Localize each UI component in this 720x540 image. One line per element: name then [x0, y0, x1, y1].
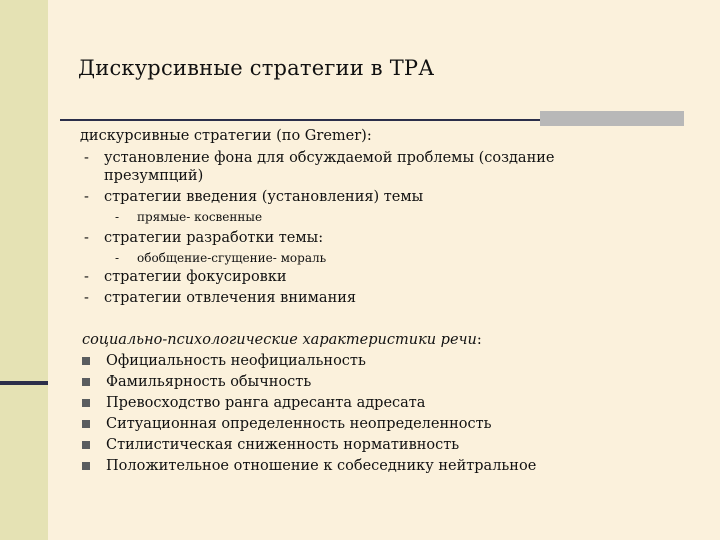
left-band-accent-bar — [0, 381, 48, 385]
title-underline-rule — [60, 119, 540, 121]
list-item-text: стратегии разработки темы: — [104, 230, 324, 246]
list-item-text: стратегии фокусировки — [104, 269, 287, 285]
square-bullet-icon — [82, 420, 90, 428]
sub-list-item-text: прямые- косвенные — [137, 210, 263, 224]
dash-bullet: - — [84, 150, 89, 166]
section2-heading-text: социально-психологические характеристики речи — [82, 332, 477, 348]
dash-bullet: - — [84, 290, 89, 306]
sub-list-item-text: обобщение-сгущение- мораль — [137, 251, 327, 265]
section1-heading: дискурсивные стратегии (по Gremer): — [80, 128, 372, 144]
title-decorative-block — [540, 111, 684, 126]
square-bullet-icon — [82, 378, 90, 386]
list-item: Ситуационная определенность неопределенность — [106, 416, 492, 432]
left-decorative-band — [0, 0, 48, 540]
dash-bullet: - — [84, 269, 89, 285]
list-item-text: стратегии введения (установления) темы — [104, 189, 424, 205]
square-bullet-icon — [82, 441, 90, 449]
dash-bullet: - — [115, 210, 120, 224]
list-item-continuation: презумпций) — [104, 168, 204, 184]
list-item: Фамильярность обычность — [106, 374, 312, 390]
list-item: Превосходство ранга адресанта адресата — [106, 395, 426, 411]
list-item: Положительное отношение к собеседнику нейтральное — [106, 458, 537, 474]
square-bullet-icon — [82, 399, 90, 407]
dash-bullet: - — [84, 189, 89, 205]
section2-heading-colon: : — [476, 332, 482, 348]
square-bullet-icon — [82, 462, 90, 470]
section2-heading — [82, 331, 482, 349]
square-bullet-icon — [82, 357, 90, 365]
list-item: Стилистическая сниженность нормативность — [106, 437, 460, 453]
slide-title: Дискурсивные стратегии в ТРА — [78, 56, 435, 80]
list-item-text: стратегии отвлечения внимания — [104, 290, 357, 306]
dash-bullet: - — [115, 251, 120, 265]
list-item: Официальность неофициальность — [106, 353, 366, 369]
dash-bullet: - — [84, 230, 89, 246]
list-item-text: установление фона для обсуждаемой проблемы (создание — [104, 150, 555, 166]
